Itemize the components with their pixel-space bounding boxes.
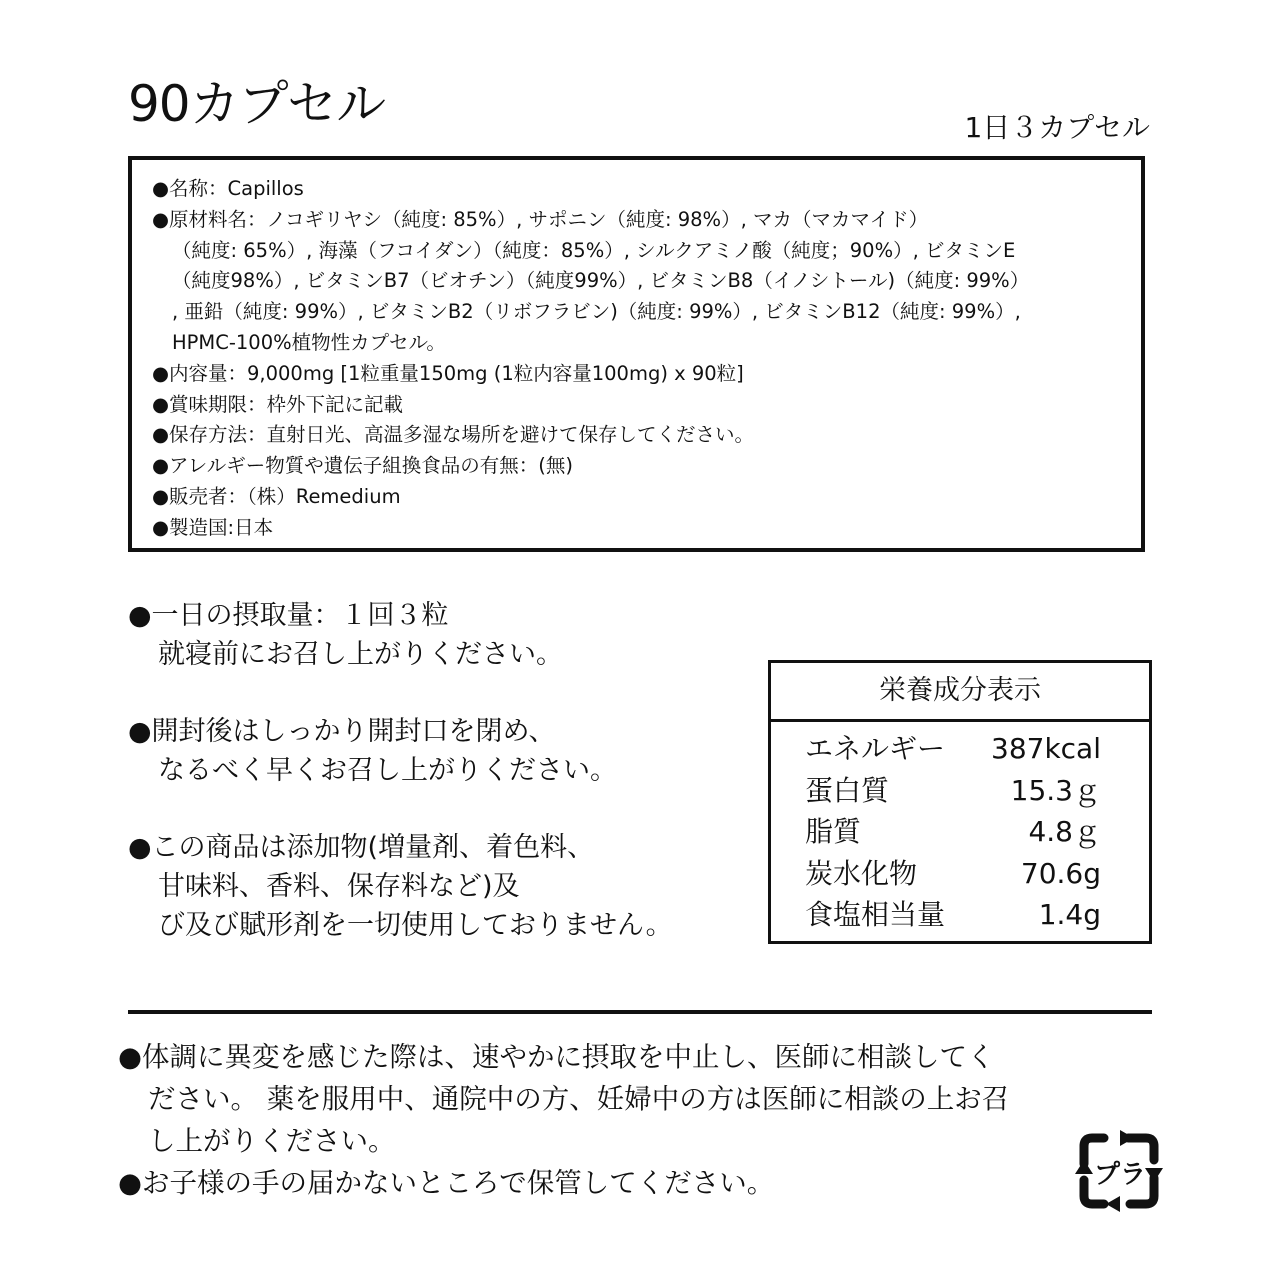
nutrition-row <box>805 811 1101 853</box>
nutrition-value: 387kcal <box>991 732 1101 765</box>
spec-ingredients-cont: （純度: 65%）, 海藻（フコイダン）（純度：85%）, シルクアミノ酸（純度；90%）, ビタミンE <box>172 238 1016 262</box>
plastic-recycle-icon <box>1074 1130 1170 1214</box>
nutrition-label: 蛋白質 <box>805 773 890 807</box>
section-divider <box>128 1010 1152 1014</box>
warning-children <box>118 1162 1098 1204</box>
note-line: 甘味料、香料、保存料など)及 <box>158 871 520 902</box>
nutrition-label: エネルギー <box>805 732 946 765</box>
nutrition-row <box>805 894 1101 936</box>
note-line: なるべく早くお召し上がりください。 <box>158 755 617 786</box>
spec-content-amount: ●内容量：9,000mg [1粒重量150mg (1粒内容量100mg) x 90粒] <box>152 361 744 385</box>
spec-storage: ●保存方法：直射日光、高温多湿な場所を避けて保存してください。 <box>152 423 755 447</box>
spec-ingredients-cont: HPMC-100%植物性カプセル。 <box>172 330 446 354</box>
note-intake <box>128 596 748 674</box>
nutrition-label: 食塩相当量 <box>805 898 946 931</box>
spec-box <box>128 156 1145 552</box>
nutrition-value: 15.3ｇ <box>1010 773 1101 807</box>
nutrition-label: 炭水化物 <box>805 856 918 890</box>
note-line: ●この商品は添加物(増量剤、着色料、 <box>128 832 595 863</box>
usage-notes <box>128 596 748 983</box>
warning-line: ださい。 薬を服用中、通院中の方、妊婦中の方は医師に相談の上お召 <box>148 1083 1010 1115</box>
warning-health <box>118 1036 1098 1162</box>
nutrition-value: 1.4g <box>1038 898 1101 931</box>
nutrition-label: 脂質 <box>805 815 862 848</box>
spec-origin: ●製造国:日本 <box>152 515 274 539</box>
spec-seller: ●販売者：（株）Remedium <box>152 484 401 508</box>
spec-ingredients: ●原材料名：ノコギリヤシ（純度: 85%）, サポニン（純度: 98%）, マカ（マカマイド） <box>152 207 929 231</box>
spec-allergens: ●アレルギー物質や遺伝子組換食品の有無：(無) <box>152 454 573 478</box>
note-after-opening <box>128 712 748 790</box>
recycle-label: プラ <box>1093 1160 1147 1190</box>
product-title: 90カプセル <box>128 75 386 133</box>
spec-ingredients-cont: （純度98%）, ビタミンB7（ビオチン）（純度99%）, ビタミンB8（イノシトール)（純度: 99%） <box>172 269 1030 293</box>
note-additives <box>128 828 748 945</box>
spec-best-before: ●賞味期限：枠外下記に記載 <box>152 392 404 416</box>
warning-line: ●お子様の手の届かないところで保管してください。 <box>118 1167 775 1199</box>
spec-name: ●名称：Capillos <box>152 177 304 200</box>
warnings <box>118 1036 1098 1204</box>
nutrition-value: 70.6g <box>1020 856 1101 890</box>
nutrition-row <box>805 770 1101 812</box>
daily-dose: 1日３カプセル <box>964 111 1150 144</box>
spec-ingredients-cont: , 亜鉛（純度: 99%）, ビタミンB2（リボフラビン)（純度: 99%）, ビタミンB12（純度: 99%）, <box>172 300 1021 324</box>
note-line: 就寝前にお召し上がりください。 <box>158 639 563 670</box>
note-line: ●開封後はしっかり開封口を閉め、 <box>128 716 556 747</box>
nutrition-value: 4.8ｇ <box>1028 815 1101 848</box>
warning-line: し上がりください。 <box>148 1125 396 1157</box>
note-line: び及び賦形剤を一切使用しておりません。 <box>158 910 673 941</box>
nutrition-row <box>805 853 1101 895</box>
note-line: ●一日の摂取量：１回３粒 <box>128 600 449 631</box>
warning-line: ●体調に異変を感じた際は、速やかに摂取を中止し、医師に相談してく <box>118 1041 995 1073</box>
nutrition-title: 栄養成分表示 <box>771 663 1149 722</box>
nutrition-table <box>768 660 1152 944</box>
nutrition-row <box>805 728 1101 770</box>
